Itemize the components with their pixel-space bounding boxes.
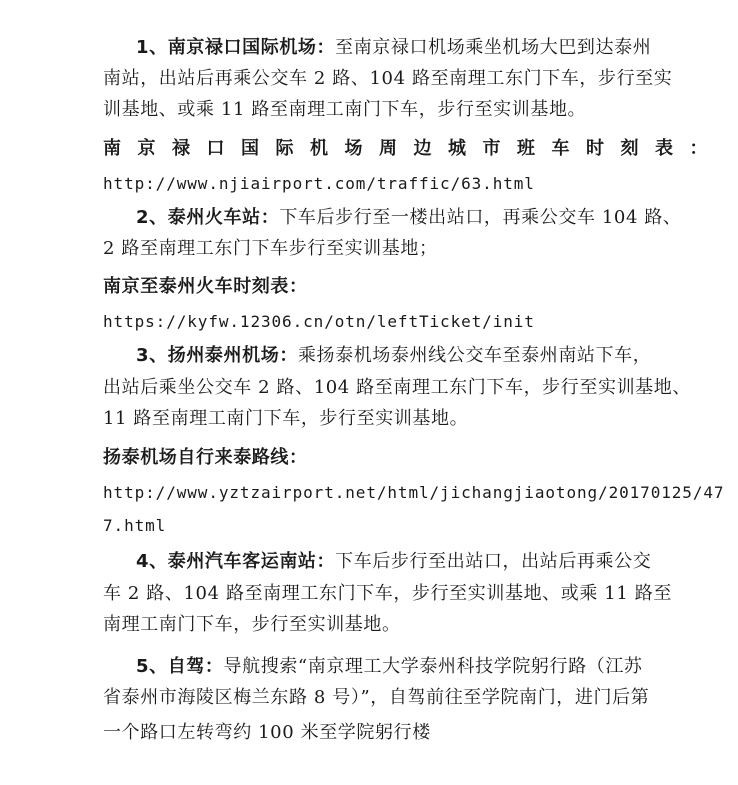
section-4-text: 下车后步行至出站口，出站后再乘公交 xyxy=(335,551,652,572)
section-2-link-title: 南京至泰州火车时刻表： xyxy=(103,276,308,297)
section-5-line-3: 一个路口左转弯约 100 米至学院躬行楼 xyxy=(103,722,431,743)
section-4-line-2: 车 2 路、104 路至南理工东门下车，步行至实训基地、或乘 11 路至 xyxy=(103,583,672,604)
section-2-text: 下车后步行至一楼出站口，再乘公交车 104 路、 xyxy=(279,207,682,228)
section-1-text: 至南京禄口机场乘坐机场大巴到达泰州 xyxy=(335,37,652,58)
section-3-line-2: 出站后乘坐公交车 2 路、104 路至南理工东门下车，步行至实训基地、 xyxy=(103,377,691,398)
section-1-heading: 1、南京禄口国际机场： xyxy=(136,37,336,58)
section-1-line-2: 南站，出站后再乘公交车 2 路、104 路至南理工东门下车，步行至实 xyxy=(103,68,673,89)
section-1-first-line xyxy=(136,37,651,59)
section-5-line-2: 省泰州市海陵区梅兰东路 8 号）”，自驾前往至学院南门，进门后第 xyxy=(103,687,650,708)
section-5-heading: 5、自驾： xyxy=(136,656,224,677)
section-1-line-3: 训基地、或乘 11 路至南理工南门下车，步行至实训基地。 xyxy=(103,99,587,120)
section-4-first-line xyxy=(136,551,651,573)
section-5-first-line xyxy=(136,656,643,678)
section-3-url-line-1[interactable]: http://www.yztzairport.net/html/jichangjiaotong/20170125/47 xyxy=(103,483,725,502)
section-3-heading: 3、扬州泰州机场： xyxy=(136,345,298,366)
section-3-link-title: 扬泰机场自行来泰路线： xyxy=(103,447,308,468)
section-3-text: 乘扬泰机场泰州线公交车至泰州南站下车， xyxy=(297,345,652,366)
section-3-url-line-2[interactable]: 7.html xyxy=(103,516,167,535)
section-5-text: 导航搜索“南京理工大学泰州科技学院躬行路（江苏 xyxy=(223,656,643,677)
section-3-first-line xyxy=(136,345,651,367)
section-2-line-2: 2 路至南理工东门下车步行至实训基地； xyxy=(103,238,438,259)
section-3-line-3: 11 路至南理工南门下车，步行至实训基地。 xyxy=(103,408,469,429)
section-4-line-3: 南理工南门下车，步行至实训基地。 xyxy=(103,614,401,635)
section-2-heading: 2、泰州火车站： xyxy=(136,207,280,228)
section-2-first-line xyxy=(136,207,682,229)
section-1-url[interactable]: http://www.njiairport.com/traffic/63.html xyxy=(103,174,535,193)
section-2-url[interactable]: https://kyfw.12306.cn/otn/leftTicket/init xyxy=(103,312,535,331)
section-1-link-title: 南京禄口国际机场周边城市班车时刻表： xyxy=(103,138,724,159)
section-4-heading: 4、泰州汽车客运南站： xyxy=(136,551,336,572)
